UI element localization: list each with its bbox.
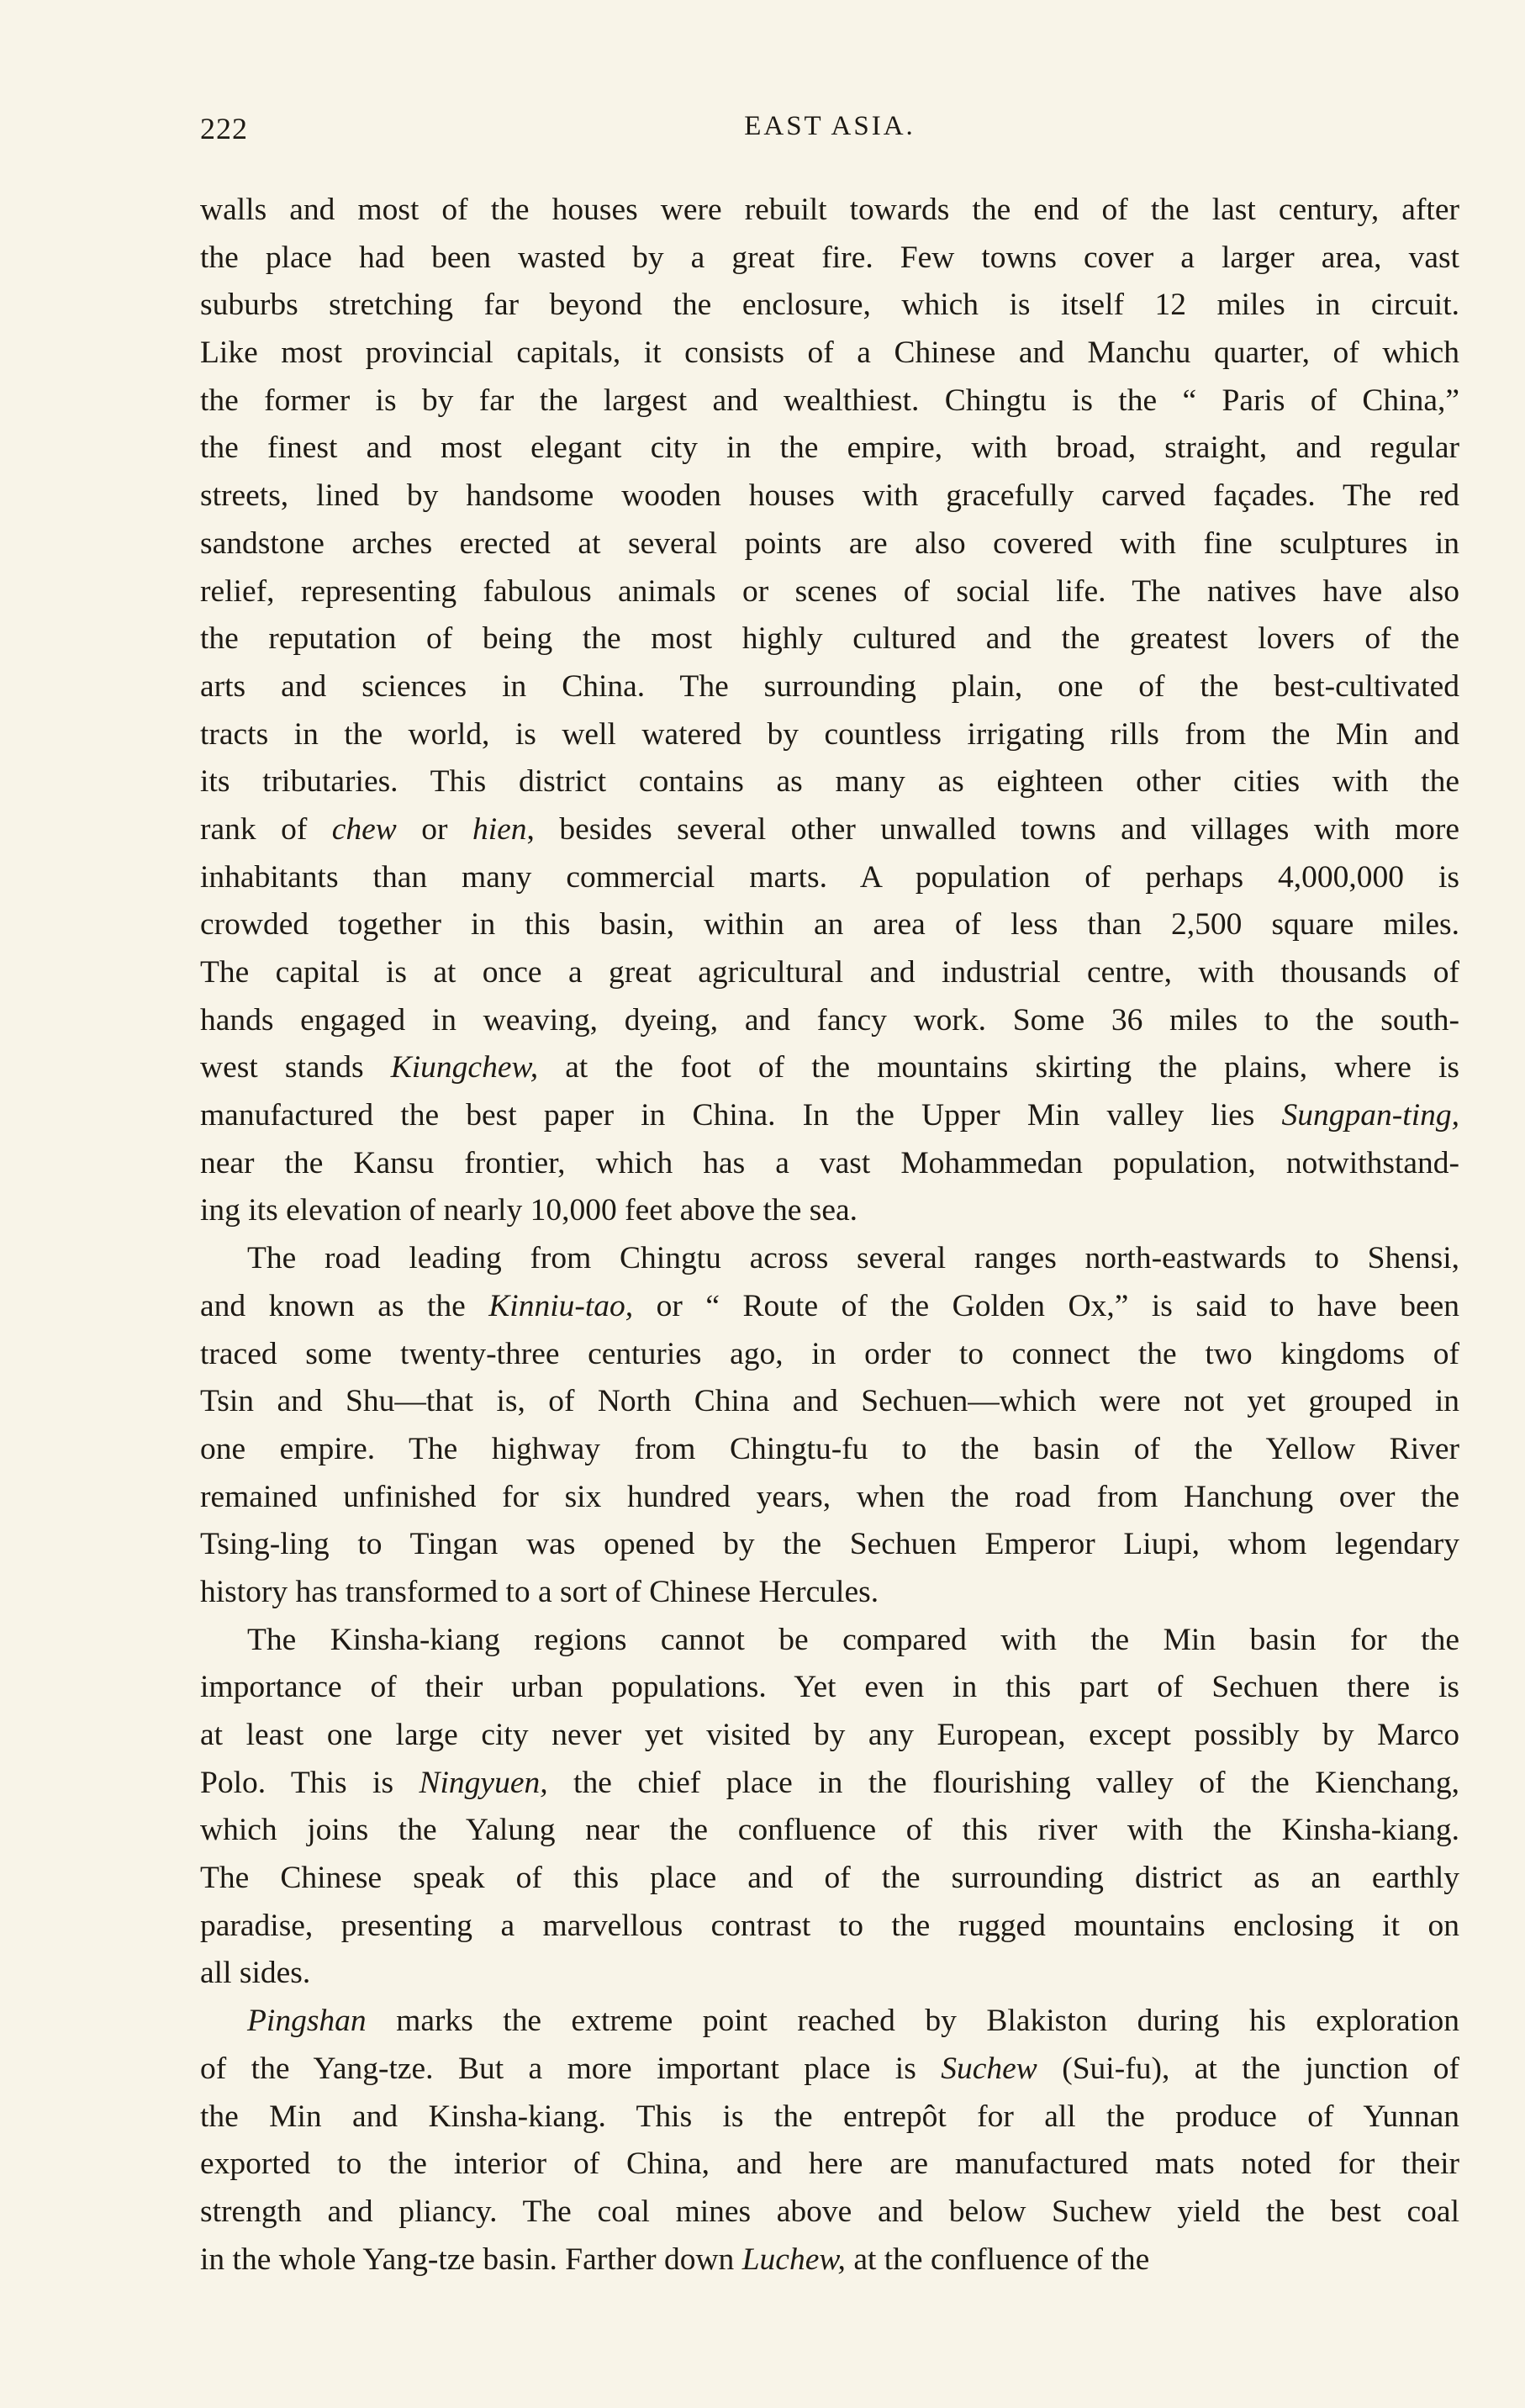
- paragraph: [200, 1617, 1459, 1999]
- text-run: relief, representing fabulous animals or scenes of social life. The natives have also: [200, 573, 1459, 609]
- italic-place-name: chew: [331, 811, 397, 847]
- text-run: Tsin and Shu—that is, of North China and Sechuen—which were not yet grouped in: [200, 1384, 1459, 1419]
- text-line: [200, 1617, 1459, 1665]
- text-line: [200, 854, 1459, 902]
- text-run: inhabitants than many commercial marts. A population of perhaps 4,000,000 is: [200, 859, 1459, 895]
- text-run: streets, lined by handsome wooden houses with gracefully carved façades. The red: [200, 478, 1459, 514]
- text-run: walls and most of the houses were rebuilt towards the end of the last century, after: [200, 193, 1459, 227]
- text-run: the former is by far the largest and wealthiest. Chingtu is the “ Paris of China,”: [200, 383, 1459, 418]
- paragraph: [200, 187, 1459, 1235]
- text-line: [200, 663, 1459, 711]
- text-line: [200, 1521, 1459, 1569]
- text-line: [200, 2141, 1459, 2189]
- text-line: [200, 1140, 1459, 1188]
- text-run: west stands: [200, 1050, 391, 1085]
- text-line: [200, 1903, 1459, 1951]
- body-text: [200, 187, 1459, 2284]
- text-run: traced some twenty-three centuries ago, in order to connect the two kingdoms of: [200, 1336, 1459, 1371]
- text-line: [200, 473, 1459, 520]
- text-line: [200, 235, 1459, 283]
- text-run: Tsing-ling to Tingan was opened by the Sechuen Emperor Liupi, whom legendary: [200, 1527, 1459, 1562]
- text-run: , besides several other unwalled towns and villages with more: [526, 811, 1459, 847]
- text-run: The Chinese speak of this place and of the surrounding district as an earthly: [200, 1861, 1459, 1896]
- text-run: the chief place in the flourishing valley of the Kienchang,: [547, 1765, 1459, 1800]
- text-line: [200, 1664, 1459, 1712]
- text-run: one empire. The highway from Chingtu-fu to the basin of the Yellow River: [200, 1431, 1459, 1466]
- text-run: importance of their urban populations. Yet even in this part of Sechuen there is: [200, 1670, 1459, 1705]
- text-run: marks the extreme point reached by Blakiston during his exploration: [366, 2004, 1459, 2039]
- text-line: [200, 1712, 1459, 1760]
- text-line: [200, 425, 1459, 473]
- italic-place-name: Kinniu-tao,: [488, 1288, 634, 1323]
- text-line: [200, 2189, 1459, 2236]
- text-run: The Kinsha-kiang regions cannot be compared with the Min basin for the: [247, 1622, 1459, 1657]
- text-run: hands engaged in weaving, dyeing, and fancy work. Some 36 miles to the south-: [200, 1002, 1459, 1038]
- italic-place-name: Ningyuen,: [419, 1765, 548, 1800]
- text-line: [200, 1378, 1459, 1426]
- italic-place-name: Sungpan-ting,: [1281, 1098, 1459, 1133]
- text-line: [200, 187, 1459, 235]
- text-run: the Min and Kinsha-kiang. This is the entrepôt for all the produce of Yunnan: [200, 2099, 1459, 2134]
- text-line: [200, 282, 1459, 330]
- page-header: [200, 111, 1459, 161]
- text-line: [200, 1044, 1459, 1092]
- text-run: exported to the interior of China, and here are manufactured mats noted for their: [200, 2147, 1459, 2182]
- text-run: all sides.: [200, 1956, 311, 1991]
- text-run: ing its elevation of nearly 10,000 feet above the sea.: [200, 1193, 858, 1228]
- text-line: [200, 1092, 1459, 1140]
- text-line: [200, 901, 1459, 949]
- text-run: which joins the Yalung near the confluence of this river with the Kinsha-kiang.: [200, 1813, 1459, 1848]
- text-run: arts and sciences in China. The surrounding plain, one of the best-cultivated: [200, 668, 1459, 704]
- text-run: The road leading from Chingtu across several ranges north-eastwards to Shensi,: [247, 1241, 1459, 1276]
- italic-place-name: hien: [472, 811, 527, 847]
- text-line: [200, 330, 1459, 378]
- text-line: [200, 1331, 1459, 1379]
- text-line: [200, 806, 1459, 854]
- text-run: at the confluence of the: [845, 2242, 1150, 2277]
- italic-place-name: Suchew: [941, 2051, 1037, 2086]
- text-run: of the Yang-tze. But a more important place is: [200, 2051, 942, 2086]
- text-line: [200, 1426, 1459, 1474]
- text-run: (Sui-fu), at the junction of: [1037, 2051, 1459, 2086]
- text-run: history has transformed to a sort of Chinese Hercules.: [200, 1574, 879, 1609]
- text-run: suburbs stretching far beyond the enclosure, which is itself 12 miles in circuit.: [200, 288, 1459, 323]
- text-line: [200, 1235, 1459, 1283]
- text-run: tracts in the world, is well watered by countless irrigating rills from the Min and: [200, 716, 1459, 752]
- italic-place-name: Pingshan: [247, 2004, 367, 2039]
- text-run: The capital is at once a great agricultural and industrial centre, with thousands of: [200, 955, 1459, 990]
- text-line: [200, 378, 1459, 425]
- text-line: [200, 1998, 1459, 2046]
- text-run: the reputation of being the most highly cultured and the greatest lovers of the: [200, 621, 1459, 657]
- text-line: [200, 1283, 1459, 1331]
- text-run: Like most provincial capitals, it consists of a Chinese and Manchu quarter, of which: [200, 335, 1459, 371]
- text-line: [200, 520, 1459, 568]
- italic-place-name: Luchew,: [741, 2242, 846, 2277]
- text-run: rank of: [200, 811, 332, 847]
- text-line: [200, 1474, 1459, 1522]
- text-line: [200, 1855, 1459, 1903]
- text-run: at least one large city never yet visited by any European, except possibly by Marco: [200, 1718, 1459, 1752]
- paragraph: [200, 1235, 1459, 1617]
- italic-place-name: Kiungchew,: [390, 1050, 539, 1085]
- text-line: [200, 2236, 1459, 2284]
- text-run: or: [396, 811, 472, 847]
- text-run: and known as the: [200, 1288, 489, 1323]
- text-run: the finest and most elegant city in the empire, with broad, straight, and regular: [200, 430, 1459, 466]
- text-run: crowded together in this basin, within an area of less than 2,500 square miles.: [200, 907, 1459, 943]
- text-run: at the foot of the mountains skirting the plains, where is: [538, 1050, 1459, 1085]
- page-number: 222: [200, 112, 248, 145]
- text-line: [200, 1187, 1459, 1235]
- text-line: [200, 949, 1459, 997]
- text-line: [200, 568, 1459, 616]
- text-line: [200, 1950, 1459, 1998]
- text-line: [200, 711, 1459, 759]
- text-run: its tributaries. This district contains as many as eighteen other cities with the: [200, 764, 1459, 800]
- text-run: strength and pliancy. The coal mines above and below Suchew yield the best coal: [200, 2194, 1459, 2229]
- text-run: near the Kansu frontier, which has a vast Mohammedan population, notwithstand-: [200, 1145, 1459, 1180]
- running-title: EAST ASIA.: [744, 111, 916, 141]
- text-run: or “ Route of the Golden Ox,” is said to have been: [633, 1288, 1460, 1323]
- text-line: [200, 2046, 1459, 2094]
- text-line: [200, 1569, 1459, 1617]
- text-run: the place had been wasted by a great fire. Few towns cover a larger area, vast: [200, 240, 1459, 275]
- text-run: paradise, presenting a marvellous contrast to the rugged mountains enclosing it on: [200, 1908, 1459, 1943]
- text-run: remained unfinished for six hundred years, when the road from Hanchung over the: [200, 1479, 1459, 1514]
- text-run: manufactured the best paper in China. In the Upper Min valley lies: [200, 1098, 1282, 1133]
- text-line: [200, 2094, 1459, 2141]
- text-line: [200, 1760, 1459, 1808]
- text-run: sandstone arches erected at several points are also covered with fine sculptures in: [200, 525, 1459, 561]
- text-line: [200, 1807, 1459, 1855]
- text-run: in the whole Yang-tze basin. Farther down: [200, 2242, 742, 2277]
- text-run: Polo. This is: [200, 1765, 420, 1800]
- text-line: [200, 615, 1459, 663]
- paragraph: [200, 1998, 1459, 2284]
- text-line: [200, 758, 1459, 806]
- text-line: [200, 997, 1459, 1045]
